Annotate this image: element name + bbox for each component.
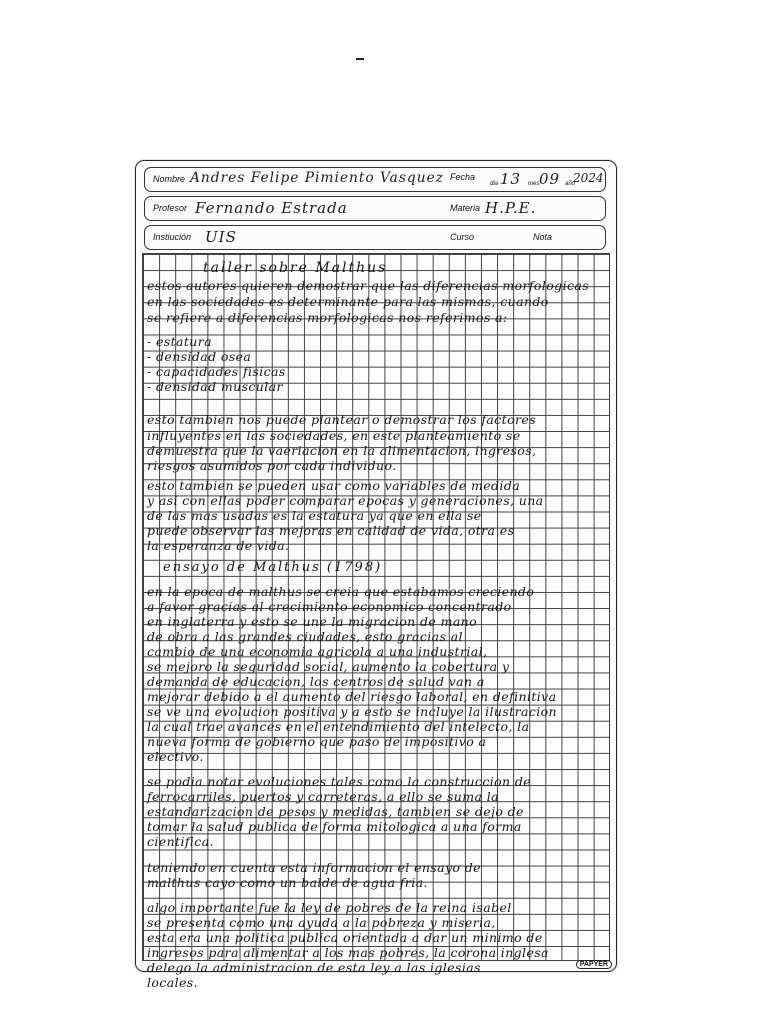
brand-logo: PAPYER [576,960,612,969]
text-line: ingresos para alimentar a los mas pobres, la corona inglesa [147,945,549,960]
text-line: de obra a las grandes ciudades, esto gracias al [147,629,463,644]
notebook-header [144,167,606,249]
dia-label: dia [490,181,499,187]
header-row-profesor [144,196,606,221]
text-line: malthus cayo como un balde de agua fria. [147,875,428,890]
text-line: cambio de una economia agricola a una industrial, [147,644,488,659]
title-ensayo: ensayo de Malthus (1798) [163,560,383,575]
text-line: se presenta como una ayuda a la pobreza y miseria, [147,915,496,930]
student-name: Andres Felipe Pimiento Vasquez [190,170,444,186]
text-line: cientifica. [147,834,214,849]
bullet-line: - densidad osea [147,349,252,364]
text-line: locales. [147,975,198,990]
text-line: esta era una politica publica orientada a dar un minimo de [147,930,543,945]
text-line: se ve una evolucion positiva y a esto se incluye la ilustracion [147,704,557,719]
text-line: algo importante fue la ley de pobres de la reina isabel [147,900,512,915]
text-line: teniendo en cuenta esta informacion el ensayo de [147,860,481,875]
text-line: electivo. [147,749,204,764]
text-line: de las mas usadas es la estatura ya que en ella se [147,508,482,523]
nombre-label: Nombre [153,174,186,184]
mes-label: mes [528,181,540,187]
bullet-line: - densidad muscular [147,379,283,394]
header-row-institucion [144,225,606,250]
profesor-label: Profesor [153,203,188,213]
text-line: la cual trae avances en el entendimiento del intelecto, la [147,719,530,734]
text-line: esto tambien se pueden usar como variables de medida [147,478,521,493]
header-row-name [144,167,606,192]
text-line: la esperanza de vida. [147,538,290,553]
text-line: ferrocarriles, puertos y carreteras, a ello se suma la [147,789,499,804]
text-line: en inglaterra y esto se une la migracion de mano [147,614,478,629]
text-line: demuestra que la vaeriacion en la alimentacion, ingresos, [147,443,537,458]
dia-value: 13 [500,170,522,188]
fecha-label: Fecha [450,172,476,182]
text-line: demanda de educacion, los centros de salud van a [147,674,485,689]
bullet-line: - estatura [147,334,212,349]
ano-label: año [565,181,576,187]
page-dash-mark [356,58,364,60]
notebook-page [135,160,617,990]
text-line: tomar la salud publica de forma mitologica a una forma [147,819,522,834]
text-line: se refiere a diferencias morfologicas nos referimos a: [147,310,508,325]
text-line: y asi con ellas poder comparar epocas y generaciones, una [147,493,544,508]
materia-label: Materia [450,203,481,213]
text-line: delego la administracion de esta ley a las iglesias [147,960,481,975]
text-line: estos autores quieren demostrar que las diferencias morfologicas [147,278,590,293]
institucion-value: UIS [205,228,237,246]
materia-value: H.P.E. [485,199,537,217]
text-line: nueva forma de gobierno que paso de impositivo a [147,734,487,749]
title-taller: taller sobre Malthus [203,260,388,276]
text-line: se podia notar evoluciones tales como la construccion de [147,774,532,789]
text-line: influyentes en las sociedades, en este planteamiento se [147,428,521,443]
text-line: estandarizacion de pesos y medidas, tambien se dejo de [147,804,524,819]
curso-label: Curso [450,232,475,242]
text-line: a favor gracias al crecimiento economico concentrado [147,599,512,614]
nota-label: Nota [533,232,553,242]
bullet-line: - capacidades fisicas [147,364,286,379]
text-line: riesgos asumidos por cada individuo. [147,458,397,473]
profesor-name: Fernando Estrada [195,199,348,217]
text-line: mejorar debido a el aumento del riesgo laboral, en definitiva [147,689,557,704]
text-line: se mejoro la seguridad social, aumento la cobertura y [147,659,510,674]
text-line: esto tambien nos puede plantear o demostrar los factores [147,412,537,427]
text-line: en la epoca de malthus se creia que estabamos creciendo [147,584,535,599]
institucion-label: Instiución [153,232,192,242]
mes-value: 09 [539,170,561,188]
ano-value: 2024 [573,171,604,185]
text-line: en las sociedades es determinante para las mismas, cuando [147,294,549,309]
text-line: puede observar las mejoras en calidad de vida, otra es [147,523,515,538]
